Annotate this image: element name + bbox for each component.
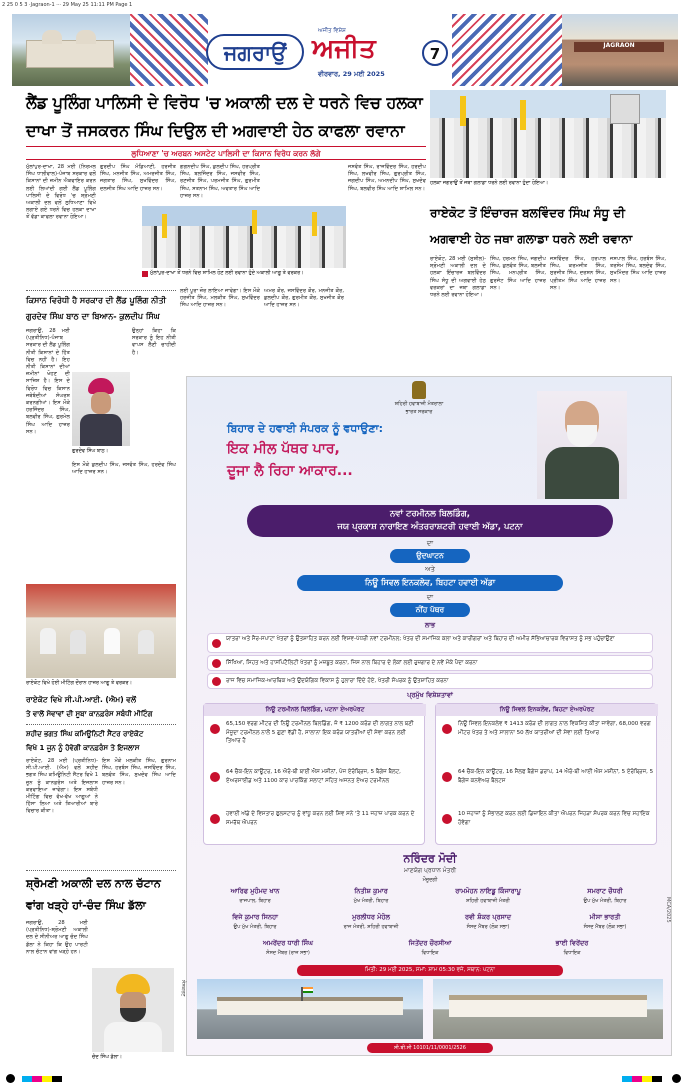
ad-side-code-right: MCA/2025 (665, 897, 671, 923)
left-story-4-headline-2: ਵਾਂਗ ਖੜ੍ਹੇ ਹਾਂ-ਚੰਦ ਸਿੰਘ ਡੱਲਾ (26, 899, 146, 912)
left-story-3-headline-2: ਵਿਖੇ 1 ਜੂਨ ਨੂੰ ਹੋਵੇਗੀ ਕਾਨਫ਼ਰੰਸ ਤੇ ਇਜਲਾਸ (26, 744, 140, 752)
right-story-headline-2: ਅਗਵਾਈ ਹੇਠ ਜਥਾ ਗਲਾਡਾ ਧਰਨੇ ਲਈ ਰਵਾਨਾ (430, 232, 633, 246)
left-story-4-headline-1: ਸ਼੍ਰੋਮਣੀ ਅਕਾਲੀ ਦਲ ਨਾਲ ਚੱਟਾਨ (26, 877, 161, 890)
masthead-right-photo-label: JAGRAON (574, 42, 664, 52)
ad-benefit-1 (207, 633, 653, 653)
lead-kicker: ਲੁਧਿਆਣਾ 'ਚ ਅਰਬਨ ਅਸਟੇਟ ਪਾਲਿਸੀ ਦਾ ਕਿਸਾਨ ਵਿਰੋਧ ਕਰਨ ਲੱਗੇ (26, 146, 426, 160)
registration-mark-left (6, 1074, 15, 1083)
airport-advertisement (186, 376, 672, 1056)
ad-benefit-2-icon (212, 659, 221, 668)
ad-features-left-title: ਨਿਊ ਟਰਮੀਨਲ ਬਿਲਡਿੰਗ, ਪਟਨਾ ਏਅਰਪੋਰਟ (204, 704, 426, 716)
lead-col-2b: ਲਈ ਪੂਰਾ ਜ਼ੋਰ ਲਾਇਆ ਜਾਵੇਗਾ। ਇਸ ਮੌਕੇ ਹਰਜੀਤ ਸਿੰਘ, ਮਲਕੀਤ ਸਿੰਘ, ਸੁਖਵਿੰਦਰ ਸਿੰਘ ਆਦਿ ਹਾਜ਼ਰ ਸਨ। (180, 288, 262, 309)
left-story-1-portrait-caption: ਗੁਰਦੇਵ ਸਿੰਘ ਬਾਠ। (72, 448, 109, 454)
left-story-3-headline-1: ਸ਼ਹੀਦ ਭਗਤ ਸਿੰਘ ਕਮਿਊਨਿਟੀ ਸੈਂਟਰ ਰਾਏਕੋਟ (26, 730, 144, 738)
ad-udghatan-badge (390, 549, 470, 563)
ad-heading-big-1: ਇਕ ਮੀਲ ਪੱਥਰ ਪਾਰ, (227, 441, 340, 457)
dignitary-2-2-name: ਮੁਰਲੀਧਰ ਮੋਹੋਲ (352, 913, 390, 921)
ad-benefit-1-icon (212, 639, 221, 648)
ad-da-2: ਦਾ (426, 593, 434, 601)
color-bar-left (22, 1076, 62, 1082)
ad-left-item-2-icon (210, 772, 220, 782)
ad-udghatan: ਉਦਘਾਟਨ (416, 551, 444, 560)
dignitary-3-3-name: ਭਾਈ ਵਿਰੇਂਦਰ (555, 939, 589, 947)
dignitary-2-2-title: ਰਾਜ ਮੰਤਰੀ, ਸ਼ਹਿਰੀ ਹਵਾਬਾਜ਼ੀ (343, 924, 399, 930)
lead-headline-1: ਲੈਂਡ ਪੂਲਿੰਗ ਪਾਲਿਸੀ ਦੇ ਵਿਰੋਧ 'ਚ ਅਕਾਲੀ ਦਲ ਦੇ ਧਰਨੇ ਵਿਚ ਹਲਕਾ (26, 93, 423, 112)
ad-pm-name: ਨਰਿੰਦਰ ਮੋਦੀ (403, 852, 457, 865)
left-story-1-portrait (72, 372, 130, 446)
ad-footer-strip-text: ਸੀ.ਬੀ.ਸੀ 10101/11/0001/2526 (394, 1045, 466, 1051)
lead-col-3b: ਅਮਰ ਕੌਰ, ਜਸਵਿੰਦਰ ਕੌਰ, ਮਨਜੀਤ ਕੌਰ, ਕੁਲਦੀਪ ਕੌਰ, ਗੁਰਮੀਤ ਕੌਰ, ਸੁਖਜੀਤ ਕੌਰ ਆਦਿ ਹਾਜ਼ਰ ਸਨ। (264, 288, 346, 309)
masthead-tagline: ਅਜੀਤ ਵਿਸ਼ੇਸ਼ (318, 28, 346, 34)
dignitary-2-4-name: ਮੀਸਾ ਭਾਰਤੀ (589, 913, 621, 921)
ad-right-item-2-icon (442, 772, 452, 782)
ad-banner-terminal-line-1: ਨਵਾਂ ਟਰਮੀਨਲ ਬਿਲਡਿੰਗ, (389, 509, 471, 519)
dignitary-1-3-name: ਰਾਮਮੋਹਨ ਨਾਇਡੂ ਕਿੰਜਾਰਾਪੂ (455, 887, 521, 895)
ad-heading-small: ਬਿਹਾਰ ਦੇ ਹਵਾਈ ਸੰਪਰਕ ਨੂੰ ਵਧਾਉਣਾ: (227, 422, 384, 435)
ad-banner-terminal (247, 505, 613, 537)
ad-right-item-1: ਨਿਊ ਸਿਵਲ ਇਨਕਲੇਵ ₹ 1413 ਕਰੋੜ ਦੀ ਲਾਗਤ ਨਾਲ ਵਿਕਸਿਤ ਕੀਤਾ ਜਾਵੇਗਾ, 68,000 ਵਰਗ ਮੀਟਰ ਖੇਤਰ ਤੇ ਅਤੇ ਸਾਲਾਨਾ 50 ਲੱਖ ਯਾਤਰੀਆਂ ਦੀ ਸੇਵਾ ਲਈ ਤਿਆਰ (458, 721, 651, 736)
dignitary-3-2-name: ਜਿਤੇਂਦਰ ਚੌਰਸੀਆ (408, 939, 452, 947)
ad-benefit-1-text: ਯਾਤਰਾ ਅਤੇ ਸੈਰ-ਸਪਾਟਾ ਖੇਤਰਾਂ ਨੂੰ ਉਤਸ਼ਾਹਿਤ ਕਰਨ ਲਈ ਵਿਸ਼ਵ-ਪੱਧਰੀ ਨਵਾਂ ਟਰਮੀਨਲ; ਖੇਤਰ ਦੀ ਸਮਾਜਿਕ ਕਲਾ ਅਤੇ ਕਾਰੀਗਰਾਂ ਅਤੇ ਬਿਹਾਰ ਦੀ ਅਮੀਰ ਸੱਭਿਆਚਾਰਕ ਵਿਰਾਸਤ ਨੂੰ ਸਭ ਪਹੁੰਚਾਉਣਾ (226, 636, 615, 642)
dignitary-2-3-title: ਸੰਸਦ ਮੈਂਬਰ (ਲੋਕ ਸਭਾ) (466, 924, 510, 930)
ad-right-item-3: 10 ਜਹਾਜ਼ਾਂ ਨੂੰ ਸੰਭਾਲਣ ਕਰਨ ਲਈ ਡਿਜ਼ਾਇਨ ਕੀਤਾ ਐਪਰਨ ਜਿਹੜਾ ਸੰਪਰਕ ਕਰਨ ਵਿਚ ਸਹਾਇਕ ਹੋਵੇਗਾ (458, 811, 650, 826)
ad-presence-label: ਮੌਜੂਦਗੀ (422, 877, 438, 883)
lead-headline-2: ਦਾਖਾ ਤੋਂ ਜਸਕਰਨ ਸਿੰਘ ਦਿਉਲ ਦੀ ਅਗਵਾਈ ਹੇਠ ਕਾਫਲਾ ਰਵਾਨਾ (26, 121, 405, 140)
right-story-col-2: ਸਿੰਘ, ਹਰਮਨ ਸਿੰਘ, ਜਗਦੀਪ ਸਿੰਘ, ਕੁਲਵੰਤ ਸਿੰਘ, ਬਲਜੀਤ ਸਿੰਘ, ਮਨਪ੍ਰੀਤ ਸਿੰਘ, ਗੁਰਜੰਟ ਸਿੰਘ ਆਦਿ ਹਾਜ਼ਰ ਸਨ। (490, 256, 548, 291)
ad-neeh-badge (390, 603, 470, 617)
dignitary-3-3-title: ਵਿਧਾਇਕ (563, 950, 581, 956)
right-story-headline-1: ਰਾਏਕੋਟ ਤੋਂ ਇੰਚਾਰਜ ਬਲਵਿੰਦਰ ਸਿੰਘ ਸੰਧੂ ਦੀ (430, 206, 625, 220)
ad-left-item-1: 65,150 ਵਰਗ ਮੀਟਰ ਦੀ ਨਿਊ ਟਰਮੀਨਲ ਬਿਲਡਿੰਗ, ਜੋ ₹ 1200 ਕਰੋੜ ਦੀ ਲਾਗਤ ਨਾਲ ਬਣੀ ਮੌਜੂਦਾ ਟਰਮੀਨਲ ਨਾਲੋਂ 5 ਗੁਣਾ ਵੱਡੀ ਹੈ, ਸਾਲਾਨਾ ਇਕ ਕਰੋੜ ਯਾਤਰੀਆਂ ਦੀ ਸੇਵਾ ਕਰਨ ਲਈ ਤਿਆਰ ਹੈ (226, 721, 414, 744)
left-story-1-headline-1: ਕਿਸਾਨ ਵਿਰੋਧੀ ਹੈ ਸਰਕਾਰ ਦੀ ਲੈਂਡ ਪੂਲਿੰਗ ਨੀਤੀ (26, 296, 166, 305)
left-story-1-headline-2: ਗੁਰਦੇਵ ਸਿੰਘ ਬਾਠ ਦਾ ਬਿਆਨ- ਕੁਲਦੀਪ ਸਿੰਘ (26, 312, 160, 321)
left-story-2-headline-2: ਤੇ ਵਾਲੋਂ ਸੇਵਾਵਾਂ ਦੀ ਸੂਬਾ ਕਾਨਫ਼ਰੰਸ ਸਬੰਧੀ ਮੀਟਿੰਗ (26, 710, 153, 718)
right-story-photo (430, 90, 666, 178)
lead-photo (142, 206, 346, 268)
ad-date-strip (297, 965, 563, 976)
dignitary-1-1-name: ਆਰਿਫ ਮੁਹੰਮਦ ਖਾਨ (230, 887, 280, 895)
lead-photo-caption (142, 270, 346, 284)
dignitary-1-1-title: ਰਾਜਪਾਲ, ਬਿਹਾਰ (239, 898, 271, 904)
dignitary-row-3 (217, 939, 643, 961)
right-story-photo-caption: ਹਲਕਾ ਜਗਰਾਉਂ ਤੋਂ ਜਥਾ ਗਲਾਡਾ ਧਰਨੇ ਲਈ ਰਵਾਨਾ ਹੁੰਦਾ ਹੋਇਆ। (430, 180, 549, 186)
lead-col-2: ਗੁਰਦੀਪ ਸਿੰਘ ਮੰਡਿਆਣੀ, ਹਰਜੀਤ ਸਿੰਘ, ਮਨਜੀਤ ਸਿੰਘ, ਅਮਰਜੀਤ ਸਿੰਘ, ਜਗਤਾਰ ਸਿੰਘ, ਸੁਖਵਿੰਦਰ ਸਿੰਘ, ਦਲਜੀਤ ਸਿੰਘ ਆਦਿ ਹਾਜ਼ਰ ਸਨ। (100, 164, 178, 192)
masthead-right-photo (562, 14, 678, 86)
dignitary-row-1 (197, 887, 663, 909)
ad-benefit-2 (207, 655, 653, 671)
dignitary-2-1-title: ਉਪ ਮੁੱਖ ਮੰਤਰੀ, ਬਿਹਾਰ (233, 924, 277, 930)
lead-col-1: ਮੁੱਲਾਂਪੁਰ-ਦਾਖਾ, 28 ਮਈ (ਨਿਰਮਲ ਸਿੰਘ ਧਾਲੀਵਾਲ)-ਪੰਜਾਬ ਸਰਕਾਰ ਵਲੋਂ ਕਿਸਾਨਾਂ ਦੀ ਜ਼ਮੀਨ ਐਕਵਾਇਰ ਕਰਨ ਲਈ ਲਿਆਂਦੀ ਗਈ ਲੈਂਡ ਪੂਲਿੰਗ ਪਾਲਿਸੀ ਦੇ ਵਿਰੋਧ 'ਚ ਸ਼੍ਰੋਮਣੀ ਅਕਾਲੀ ਦਲ ਵਲੋਂ ਲੁਧਿਆਣਾ ਵਿਖੇ ਲਗਾਏ ਗਏ ਧਰਨੇ ਵਿਚ ਹਲਕਾ ਦਾਖਾ ਤੋਂ ਵੱਡਾ ਕਾਫਲਾ ਰਵਾਨਾ ਹੋਇਆ। (26, 164, 98, 221)
ad-neeh-pathar: ਨੀਂਹ ਪੱਥਰ (415, 605, 445, 614)
left-meeting-photo (26, 584, 176, 678)
masthead-city: ਜਗਰਾਉਂ (223, 41, 287, 65)
left-story-4-portrait-caption: ਚੰਦ ਸਿੰਘ ਡੱਲਾ। (92, 1054, 122, 1060)
ad-heading-big-2: ਦੂਜਾ ਲੈ ਰਿਹਾ ਆਕਾਰ... (227, 463, 353, 479)
ad-emblem-sub: ਭਾਰਤ ਸਰਕਾਰ (405, 409, 433, 415)
dignitary-1-2-name: ਨਿਤੀਸ਼ ਕੁਮਾਰ (354, 887, 388, 895)
pm-portrait (537, 391, 627, 499)
ad-footer-strip (367, 1043, 493, 1053)
ad-left-item-3: ਹਵਾਈ ਅੱਡੇ ਦੇ ਵਿਸਤਾਰ ਫੁਲਸਟਾਰ ਨੂੰ ਵਾਂਧੂ ਕਰਨ ਲਈ ਸ਼ਿਵ ਸਨੇ 'ਤੇ 11 ਜਹਾਜ਼ ਪਾਰਕ ਕਰਨ ਦੇ ਸਮਰੱਥ ਐਪਰਨ (226, 811, 415, 826)
masthead-pattern (130, 14, 208, 86)
left-story-4-text: ਜਗਰਾਉਂ, 28 ਮਈ (ਪ੍ਰਤੀਨਿਧ)-ਸ਼੍ਰੋਮਣੀ ਅਕਾਲੀ ਦਲ ਦੇ ਸੀਨੀਅਰ ਆਗੂ ਚੰਦ ਸਿੰਘ ਡੱਲਾ ਨੇ ਕਿਹਾ ਕਿ ਉਹ ਪਾਰਟੀ ਨਾਲ ਚੱਟਾਨ ਵਾਂਗ ਖੜ੍ਹੇ ਹਨ। (26, 920, 90, 955)
lead-col-3: ਗਗਨਦੀਪ ਸਿੰਘ, ਕੁਲਦੀਪ ਸਿੰਘ, ਹਰਪ੍ਰੀਤ ਸਿੰਘ, ਬਲਜਿੰਦਰ ਸਿੰਘ, ਜਸਵੀਰ ਸਿੰਘ, ਰਣਜੀਤ ਸਿੰਘ, ਪਰਮਜੀਤ ਸਿੰਘ, ਗੁਰਮੀਤ ਸਿੰਘ, ਸਤਨਾਮ ਸਿੰਘ, ਅਵਤਾਰ ਸਿੰਘ ਆਦਿ ਹਾਜ਼ਰ ਸਨ। (180, 164, 262, 199)
registration-mark-right (672, 1074, 681, 1083)
ad-side-code-left: ਸੰਸਕਰਣ (180, 980, 186, 997)
dignitary-1-2-title: ਮੁੱਖ ਮੰਤਰੀ, ਬਿਹਾਰ (353, 898, 389, 904)
patna-terminal-render (197, 979, 423, 1039)
ad-right-item-2: 64 ਚੈਕ-ਇਨ ਕਾਊਂਟਰ, 16 ਸੈਲਫ ਬੈਗੇਜ ਡਰਾਪ, 14 ਐਰੋ-ਬੀ ਆਈ ਐਸ ਮਸ਼ੀਨਾਂ, 5 ਏਰੋਬ੍ਰਿਜ, 5 ਬੈਗੇਜ ਕਨਵੇਅਰ ਬੈਲਟਸ (458, 769, 654, 784)
page-number-badge (422, 40, 448, 66)
dignitary-3-2-title: ਵਿਧਾਇਕ (421, 950, 439, 956)
ad-features-right-box (435, 703, 657, 845)
ad-benefit-3-text: ਰਾਜ ਵਿਚ ਸਮਾਜਿਕ-ਆਰਥਿਕ ਅਤੇ ਉਦਯੋਗਿਕ ਵਿਕਾਸ ਨੂੰ ਹੁਲਾਰਾ ਦਿੰਦੇ ਹੋਏ, ਖੇਤਰੀ ਸੰਪਰਕ ਨੂੰ ਉਤਸ਼ਾਹਿਤ ਕਰਨਾ (226, 678, 449, 684)
ad-date-strip-text: ਮਿਤੀ: 29 ਮਈ 2025, ਸਮਾਂ: ਸ਼ਾਮ 05:30 ਵਜੇ, ਸਥਾਨ: ਪਟਨਾ (365, 967, 495, 973)
ad-ate: ਅਤੇ (425, 565, 435, 573)
dignitary-2-3-name: ਰਵੀ ਸ਼ੰਕਰ ਪ੍ਰਸਾਦ (464, 913, 512, 921)
left-story-3-text: ਰਾਏਕੋਟ, 28 ਮਈ (ਪ੍ਰਤੀਨਿਧ)-ਸੀ.ਪੀ.ਆਈ. (ਐਮ) ਵਲੋਂ ਸ਼ਹੀਦ ਭਗਤ ਸਿੰਘ ਕਮਿਊਨਿਟੀ ਸੈਂਟਰ ਵਿਖੇ 1 ਜੂਨ ਨੂੰ ਕਾਨਫ਼ਰੰਸ ਅਤੇ ਇਜਲਾਸ ਕਰਵਾਇਆ ਜਾਵੇਗਾ। ਇਸ ਸਬੰਧੀ ਮੀਟਿੰਗ ਵਿਚ ਵੱਖ-ਵੱਖ ਆਗੂਆਂ ਨੇ ਹਿੱਸਾ ਲਿਆ ਅਤੇ ਤਿਆਰੀਆਂ ਬਾਰੇ ਵਿਚਾਰ ਕੀਤਾ। (26, 758, 100, 815)
masthead (12, 14, 678, 86)
ad-benefits-label: ਲਾਭ (424, 621, 436, 629)
ad-features-label: ਪ੍ਰਮੁੱਖ ਵਿਸ਼ੇਸ਼ਤਾਵਾਂ (407, 691, 453, 699)
lead-photo-caption-text: ਮੁੱਲਾਂਪੁਰ-ਦਾਖਾ ਤੋਂ ਧਰਨੇ ਵਿਚ ਸ਼ਾਮਿਲ ਹੋਣ ਲਈ ਰਵਾਨਾ ਹੁੰਦੇ ਅਕਾਲੀ ਆਗੂ ਤੇ ਵਰਕਰ। (150, 270, 304, 276)
dignitary-row-2 (197, 913, 663, 935)
dignitary-1-3-title: ਸ਼ਹਿਰੀ ਹਵਾਬਾਜ਼ੀ ਮੰਤਰੀ (466, 898, 510, 904)
right-story-col-3: ਜਸਵਿੰਦਰ ਸਿੰਘ, ਹਰਪਾਲ ਸਿੰਘ, ਕਰਮਜੀਤ ਸਿੰਘ, ਸੁਰਜੀਤ ਸਿੰਘ, ਦਰਸ਼ਨ ਸਿੰਘ, ਪ੍ਰੀਤਮ ਸਿੰਘ ਆਦਿ ਹਾਜ਼ਰ ਸਨ। (550, 256, 608, 291)
left-story-3-text-b: ਇਸ ਮੌਕੇ ਮਲਕੀਤ ਸਿੰਘ, ਗੁਰਨਾਮ ਸਿੰਘ, ਹਰਬੰਸ ਸਿੰਘ, ਜਸਵਿੰਦਰ ਸਿੰਘ, ਬਲਵੰਤ ਸਿੰਘ, ਸੁਖਦੇਵ ਸਿੰਘ ਆਦਿ ਹਾਜ਼ਰ ਸਨ। (102, 758, 178, 786)
ad-left-item-3-icon (210, 814, 220, 824)
ad-banner-bihta-text: ਨਿਊ ਸਿਵਲ ਇਨਕਲੇਵ, ਬਿਹਟਾ ਹਵਾਈ ਅੱਡਾ (364, 578, 496, 587)
dignitary-3-1-name: ਅਮਰੇਂਦਰ ਧਾਰੀ ਸਿੰਘ (263, 939, 313, 947)
left-story-2-headline-1: ਰਾਏਕੋਟ ਵਿਖੇ ਸੀ.ਪੀ.ਆਈ. (ਐਮ) ਵਲੋਂ (26, 695, 137, 704)
ad-features-left-box (203, 703, 425, 845)
masthead-date: ਵੀਰਵਾਰ, 29 ਮਈ 2025 (318, 70, 385, 78)
print-slug: 2 25 0 5 3 ·Jagraon-1 ··· 29 May 25 11:11 PM Page 1 (2, 2, 133, 8)
left-story-1-text-b: ਉਨ੍ਹਾਂ ਕਿਹਾ ਕਿ ਸਰਕਾਰ ਨੂੰ ਇਹ ਨੀਤੀ ਵਾਪਸ ਲੈਣੀ ਚਾਹੀਦੀ ਹੈ। (132, 328, 178, 356)
bihta-enclave-render (433, 979, 663, 1039)
dignitary-3-1-title: ਸੰਸਦ ਮੈਂਬਰ (ਰਾਜ ਸਭਾ) (266, 950, 310, 956)
masthead-paper-name: ਅਜੀਤ (312, 34, 376, 64)
ad-pm-title: ਮਾਣਯੋਗ ਪ੍ਰਧਾਨ ਮੰਤਰੀ (403, 867, 457, 874)
ad-banner-terminal-line-2: ਜਯ ਪ੍ਰਕਾਸ਼ ਨਾਰਾਇਣ ਅੰਤਰਰਾਸ਼ਟਰੀ ਹਵਾਈ ਅੱਡਾ, ਪਟਨਾ (337, 522, 523, 532)
ad-banner-bihta (297, 575, 563, 591)
lead-col-4: ਜਸਵੰਤ ਸਿੰਘ, ਰਾਜਵਿੰਦਰ ਸਿੰਘ, ਹਰਦੀਪ ਸਿੰਘ, ਲਖਵੀਰ ਸਿੰਘ, ਗੁਰਪ੍ਰੀਤ ਸਿੰਘ, ਜਗਦੀਪ ਸਿੰਘ, ਅਮਨਦੀਪ ਸਿੰਘ, ਸੁਖਦੇਵ ਸਿੰਘ, ਬਲਵੀਰ ਸਿੰਘ ਆਦਿ ਸ਼ਾਮਿਲ ਸਨ। (348, 164, 428, 192)
ad-emblem-label: ਸ਼ਹਿਰੀ ਹਵਾਬਾਜ਼ੀ ਮੰਤਰਾਲਾ (394, 401, 444, 407)
ad-da-1: ਦਾ (426, 539, 434, 547)
left-story-1-text: ਜਗਰਾਉਂ, 28 ਮਈ (ਪ੍ਰਤੀਨਿਧ)-ਪੰਜਾਬ ਸਰਕਾਰ ਦੀ ਲੈਂਡ ਪੂਲਿੰਗ ਨੀਤੀ ਕਿਸਾਨਾਂ ਦੇ ਹਿੱਤ ਵਿਚ ਨਹੀਂ ਹੈ। ਇਹ ਨੀਤੀ ਕਿਸਾਨਾਂ ਦੀਆਂ ਜ਼ਮੀਨਾਂ ਖੋਹਣ ਦੀ ਸਾਜ਼ਿਸ਼ ਹੈ। ਇਸ ਦੇ ਵਿਰੋਧ ਵਿਚ ਕਿਸਾਨ ਜਥੇਬੰਦੀਆਂ ਸੰਘਰਸ਼ ਕਰਨਗੀਆਂ। ਇਸ ਮੌਕੇ ਹਰਜਿੰਦਰ ਸਿੰਘ, ਬਲਵੀਰ ਸਿੰਘ, ਗੁਰਮੇਲ ਸਿੰਘ ਆਦਿ ਹਾਜ਼ਰ ਸਨ। (26, 328, 72, 435)
dignitary-1-4-name: ਸਮਰਾਟ ਚੌਧਰੀ (587, 887, 623, 895)
right-story-col-4: ਜਸਪਾਲ ਸਿੰਘ, ਹਰਬੰਸ ਸਿੰਘ, ਤਰਸੇਮ ਸਿੰਘ, ਬਲਦੇਵ ਸਿੰਘ, ਸੁਖਮਿੰਦਰ ਸਿੰਘ ਆਦਿ ਹਾਜ਼ਰ ਸਨ। (610, 256, 668, 284)
ad-benefit-3-icon (212, 677, 221, 686)
left-story-4-portrait (92, 968, 174, 1052)
ad-benefit-2-text: ਸਿੱਖਿਆ, ਸਿਹਤ ਅਤੇ ਹਾਸਪਿਟੈਲਿਟੀ ਖੇਤਰਾਂ ਨੂੰ ਮਜ਼ਬੂਤ ਕਰਨਾ, ਜਿਸ ਨਾਲ ਬਿਹਾਰ ਦੇ ਲੋਕਾਂ ਲਈ ਰੁਜ਼ਗਾਰ ਦੇ ਨਵੇਂ ਮੌਕੇ ਪੈਦਾ ਕਰਨਾ (226, 660, 478, 666)
ad-benefit-3 (207, 673, 653, 689)
dignitary-2-4-title: ਸੰਸਦ ਮੈਂਬਰ (ਲੋਕ ਸਭਾ) (583, 924, 627, 930)
left-meeting-caption: ਰਾਏਕੋਟ ਵਿਖੇ ਹੋਈ ਮੀਟਿੰਗ ਦੌਰਾਨ ਹਾਜ਼ਰ ਆਗੂ ਤੇ ਵਰਕਰ। (26, 680, 132, 686)
dignitary-1-4-title: ਉਪ ਮੁੱਖ ਮੰਤਰੀ, ਬਿਹਾਰ (583, 898, 627, 904)
left-story-1-text-c: ਇਸ ਮੌਕੇ ਕੁਲਦੀਪ ਸਿੰਘ, ਜਸਵੰਤ ਸਿੰਘ, ਹਰਦੇਵ ਸਿੰਘ ਆਦਿ ਹਾਜ਼ਰ ਸਨ। (72, 462, 178, 476)
right-story-col-1: ਰਾਏਕੋਟ, 28 ਮਈ (ਸੁਸ਼ੀਲ)-ਸ਼੍ਰੋਮਣੀ ਅਕਾਲੀ ਦਲ ਦੇ ਹਲਕਾ ਇੰਚਾਰਜ ਬਲਵਿੰਦਰ ਸਿੰਘ ਸੰਧੂ ਦੀ ਅਗਵਾਈ ਹੇਠ ਵਰਕਰਾਂ ਦਾ ਜਥਾ ਗਲਾਡਾ ਧਰਨੇ ਲਈ ਰਵਾਨਾ ਹੋਇਆ। (430, 256, 488, 299)
ad-right-item-1-icon (442, 724, 452, 734)
ad-features-right-title: ਨਿਊ ਸਿਵਲ ਇਨਕਲੇਵ, ਬਿਹਟਾ ਏਅਰਪੋਰਟ (436, 704, 658, 716)
dignitary-2-1-name: ਵਿਜੇ ਕੁਮਾਰ ਸਿਨਹਾ (232, 913, 278, 921)
ad-left-item-2: 64 ਚੈਕ-ਇਨ ਕਾਊਂਟਰ, 16 ਐਰੋ-ਬੀ ਬਾਈ ਐਸ ਮਸ਼ੀਨਾਂ, ਪੰਜ ਏਰੋਬ੍ਰਿਜ, 5 ਬੈਗੇਜ ਬੈਲਟ, ਏਅਰਸਾਈਡ ਅਤੇ 1100 ਕਾਰ ਪਾਰਕਿੰਗ ਸਲਾਟਾਂ ਸਹਿਤ ਅਜਨਤ ਏਅਰ ਟਰਮੀਨਲ (226, 769, 401, 784)
masthead-left-photo (12, 14, 130, 86)
page-number: 7 (429, 45, 441, 63)
masthead-pattern-right (452, 14, 562, 86)
color-bar-right (622, 1076, 662, 1082)
ad-emblem-icon (412, 381, 426, 399)
ad-left-item-1-icon (210, 724, 220, 734)
ad-right-item-3-icon (442, 814, 452, 824)
masthead-city-box (206, 34, 304, 70)
